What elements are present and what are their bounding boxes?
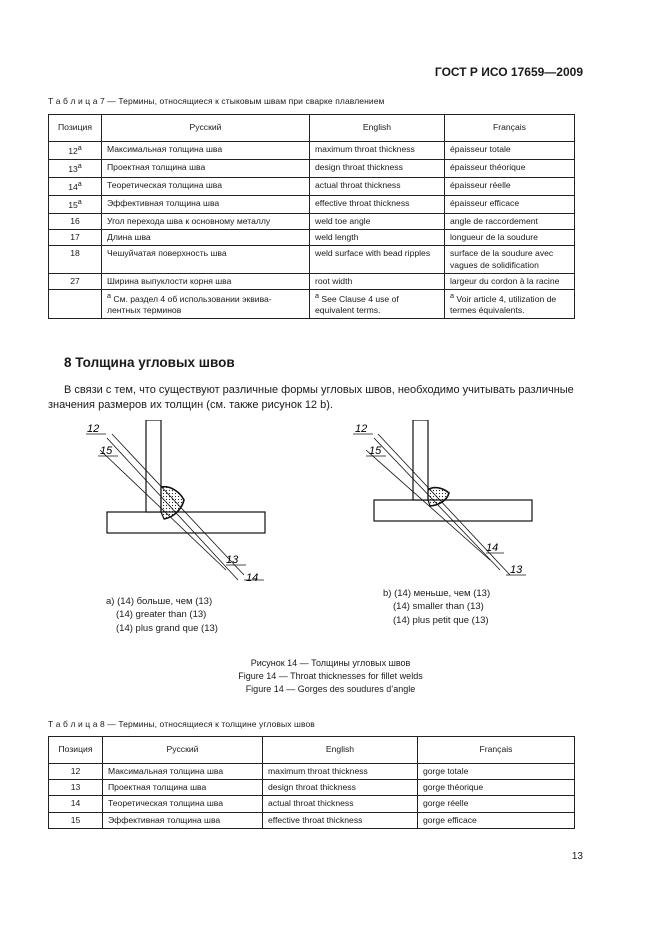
english-cell: actual throat thickness xyxy=(263,796,418,812)
footnote-empty-cell xyxy=(49,289,102,318)
figure-sub-caption-a: a) (14) больше, чем (13) (14) greater than (13) (14) plus grand que (13) xyxy=(106,596,218,634)
vertical-plate xyxy=(146,420,161,512)
position-cell: 27 xyxy=(49,273,102,289)
col-header-position: Позиция xyxy=(49,115,102,142)
table-row xyxy=(49,196,575,214)
french-cell: gorge efficace xyxy=(418,812,575,828)
russian-cell: Ширина выпуклости корня шва xyxy=(102,273,310,289)
table-row xyxy=(49,214,575,230)
figure-sub-caption-b: b) (14) меньше, чем (13) (14) smaller than (13) (14) plus petit que (13) xyxy=(383,588,491,626)
label-13-a: 13 xyxy=(226,554,239,566)
dimension-line-13 xyxy=(112,434,244,575)
french-cell: gorge totale xyxy=(418,764,575,780)
table-header-row xyxy=(49,115,575,142)
russian-cell: Чешуйчатая поверхность шва xyxy=(102,246,310,273)
label-14-b: 14 xyxy=(486,542,499,554)
russian-cell: Проектная толщина шва xyxy=(103,780,263,796)
english-cell: weld toe angle xyxy=(310,214,445,230)
col-header-french: Français xyxy=(445,115,575,142)
french-cell: épaisseur totale xyxy=(445,142,575,160)
col-header-english: English xyxy=(263,737,418,764)
col-header-position: Позиция xyxy=(49,737,103,764)
position-cell: 18 xyxy=(49,246,102,273)
footnote-french: $^a$ Voir article 4, utilization de termes équivalents. xyxy=(445,289,575,318)
table-row xyxy=(49,142,575,160)
russian-cell: Максимальная толщина шва xyxy=(103,764,263,780)
table-8 xyxy=(48,736,575,829)
label-15-a: 15 xyxy=(100,445,113,457)
table-row xyxy=(49,780,575,796)
table-7-caption: Т а б л и ц а 7 — Термины, относящиеся к стыковым швам при сварке плавлением xyxy=(48,96,385,106)
col-header-russian: Русский xyxy=(102,115,310,142)
label-12-b: 12 xyxy=(355,423,368,435)
table-7 xyxy=(48,114,575,319)
table-8-caption: Т а б л и ц а 8 — Термины, относящиеся к толщине угловых швов xyxy=(48,719,315,729)
english-cell: effective throat thickness xyxy=(310,196,445,214)
section-title: 8 Толщина угловых швов xyxy=(64,355,235,370)
position-cell: 15$^a$ xyxy=(49,196,102,214)
standard-designation: ГОСТ Р ИСО 17659—2009 xyxy=(434,65,583,79)
footnote-russian: $^a$ См. раздел 4 об использовании эквива-лентных терминов xyxy=(102,289,310,318)
table-row xyxy=(49,178,575,196)
position-cell: 16 xyxy=(49,214,102,230)
label-13-b: 13 xyxy=(510,564,523,576)
col-header-russian: Русский xyxy=(103,737,263,764)
label-15-b: 15 xyxy=(369,445,382,457)
russian-cell: Теоретическая толщина шва xyxy=(102,178,310,196)
position-cell: 17 xyxy=(49,230,102,246)
russian-cell: Максимальная толщина шва xyxy=(102,142,310,160)
position-cell: 14$^a$ xyxy=(49,178,102,196)
position-cell: 15 xyxy=(49,812,103,828)
french-cell: gorge théorique xyxy=(418,780,575,796)
english-cell: design throat thickness xyxy=(263,780,418,796)
col-header-english: English xyxy=(310,115,445,142)
table-header-row xyxy=(49,737,575,764)
table-footnote-row xyxy=(49,289,575,318)
dimension-line-12 xyxy=(107,438,238,580)
french-cell: épaisseur efficace xyxy=(445,196,575,214)
french-cell: largeur du cordon à la racine xyxy=(445,273,575,289)
base-plate xyxy=(107,512,265,533)
russian-cell: Эффективная толщина шва xyxy=(103,812,263,828)
table-row xyxy=(49,764,575,780)
french-cell: épaisseur réelle xyxy=(445,178,575,196)
table-row xyxy=(49,230,575,246)
vertical-plate xyxy=(413,420,428,500)
russian-cell: Эффективная толщина шва xyxy=(102,196,310,214)
page-number: 13 xyxy=(571,851,583,862)
fillet-weld-drawing-b xyxy=(353,420,532,575)
french-cell: angle de raccordement xyxy=(445,214,575,230)
position-cell: 12$^a$ xyxy=(49,142,102,160)
english-cell: root width xyxy=(310,273,445,289)
figure-14-drawing xyxy=(0,420,661,600)
position-cell: 13 xyxy=(49,780,103,796)
english-cell: maximum throat thickness xyxy=(263,764,418,780)
english-cell: maximum throat thickness xyxy=(310,142,445,160)
english-cell: effective throat thickness xyxy=(263,812,418,828)
russian-cell: Проектная толщина шва xyxy=(102,160,310,178)
table-row xyxy=(49,246,575,273)
russian-cell: Теоретическая толщина шва xyxy=(103,796,263,812)
table-row xyxy=(49,812,575,828)
footnote-english: $^a$ See Clause 4 use of equivalent terms. xyxy=(310,289,445,318)
label-14-a: 14 xyxy=(246,572,259,584)
russian-cell: Угол перехода шва к основному металлу xyxy=(102,214,310,230)
english-cell: design throat thickness xyxy=(310,160,445,178)
french-cell: gorge réelle xyxy=(418,796,575,812)
col-header-french: Français xyxy=(418,737,575,764)
position-cell: 13$^a$ xyxy=(49,160,102,178)
position-cell: 14 xyxy=(49,796,103,812)
dimension-line-15 xyxy=(100,450,226,570)
english-cell: weld length xyxy=(310,230,445,246)
section-paragraph: В связи с тем, что существуют различные формы угловых швов, необходимо учитывать различные значения размеров их толщин (см. также рисунок 12 b). xyxy=(48,384,574,412)
table-row xyxy=(49,273,575,289)
french-cell: épaisseur théorique xyxy=(445,160,575,178)
french-cell: longueur de la soudure xyxy=(445,230,575,246)
english-cell: weld surface with bead ripples xyxy=(310,246,445,273)
french-cell: surface de la soudure avec vagues de solidification xyxy=(445,246,575,273)
figure-14-caption: Рисунок 14 — Толщины угловых швов Figure 14 — Throat thicknesses for fillet welds Figure 14 — Gorges des soudures d’angle xyxy=(238,658,423,695)
table-row xyxy=(49,796,575,812)
russian-cell: Длина шва xyxy=(102,230,310,246)
english-cell: actual throat thickness xyxy=(310,178,445,196)
label-12-a: 12 xyxy=(87,423,100,435)
table-row xyxy=(49,160,575,178)
base-plate xyxy=(374,500,532,521)
position-cell: 12 xyxy=(49,764,103,780)
